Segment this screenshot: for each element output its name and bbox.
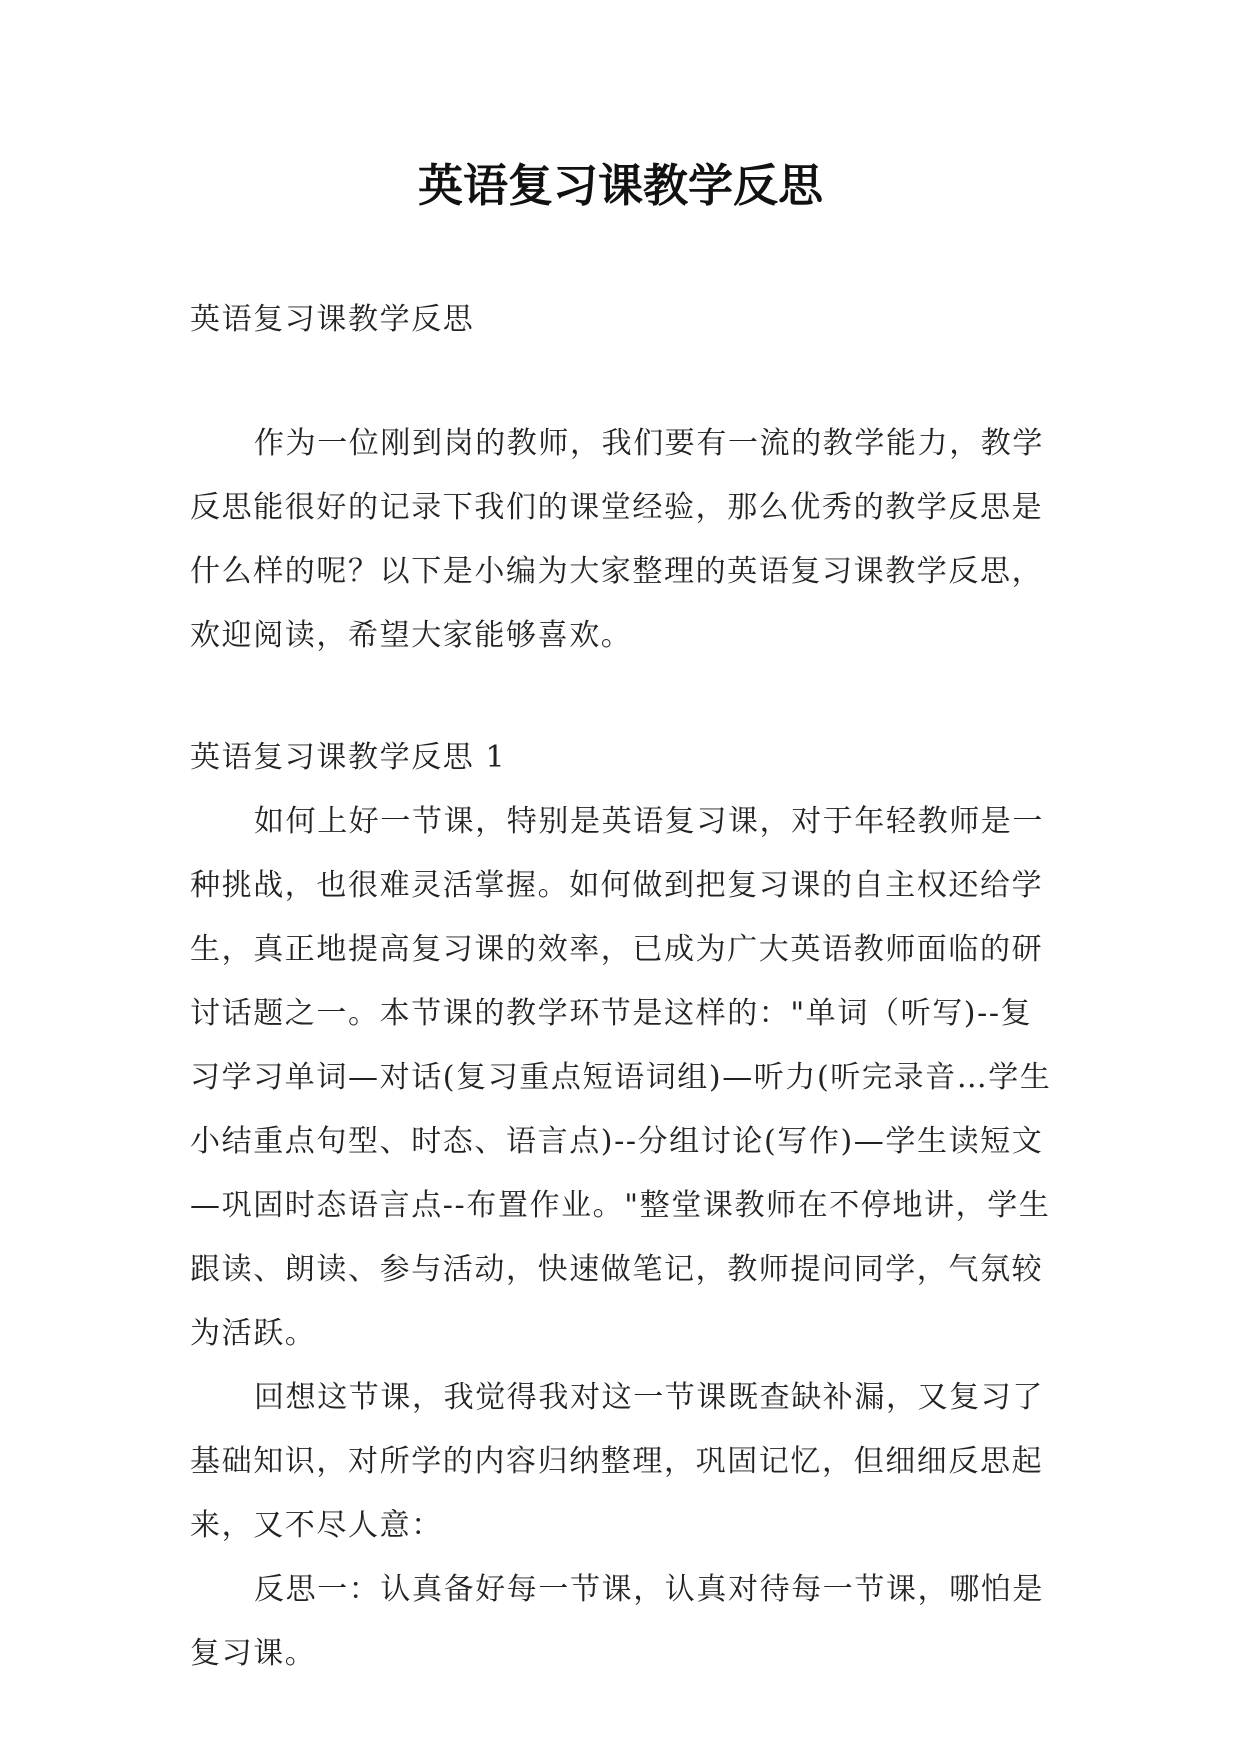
document-subtitle: 英语复习课教学反思 [190,302,475,337]
body-paragraph-3: 反思一：认真备好每一节课，认真对待每一节课，哪怕是复习课。 [190,1572,1044,1671]
section-heading: 英语复习课教学反思 1 [190,740,507,775]
body-paragraph-1: 如何上好一节课，特别是英语复习课，对于年轻教师是一种挑战，也很难灵活掌握。如何做到把复习课的自主权还给学生，真正地提高复习课的效率，已成为广大英语教师面临的研讨话题之一。本节课的教学环节是这样的："单词（听写)--复习学习单词—对话(复习重点短语词组)—听力(听完录音…学生小结重点句型、时态、语言点)--分组讨论(写作)—学生读短文—巩固时态语言点--布置作业。"整堂课教师在不停地讲，学生跟读、朗读、参与活动，快速做笔记，教师提问同学，气氛较为活跃。 [190,804,1052,1351]
document-body [190,288,1060,1686]
document-title: 英语复习课教学反思 [417,159,823,212]
body-paragraph-2: 回想这节课，我觉得我对这一节课既查缺补漏，又复习了基础知识，对所学的内容归纳整理，巩固记忆，但细细反思起来，又不尽人意： [190,1380,1044,1543]
intro-paragraph: 作为一位刚到岗的教师，我们要有一流的教学能力，教学反思能很好的记录下我们的课堂经验，那么优秀的教学反思是什么样的呢？以下是小编为大家整理的英语复习课教学反思，欢迎阅读，希望大家能够喜欢。 [190,426,1044,653]
